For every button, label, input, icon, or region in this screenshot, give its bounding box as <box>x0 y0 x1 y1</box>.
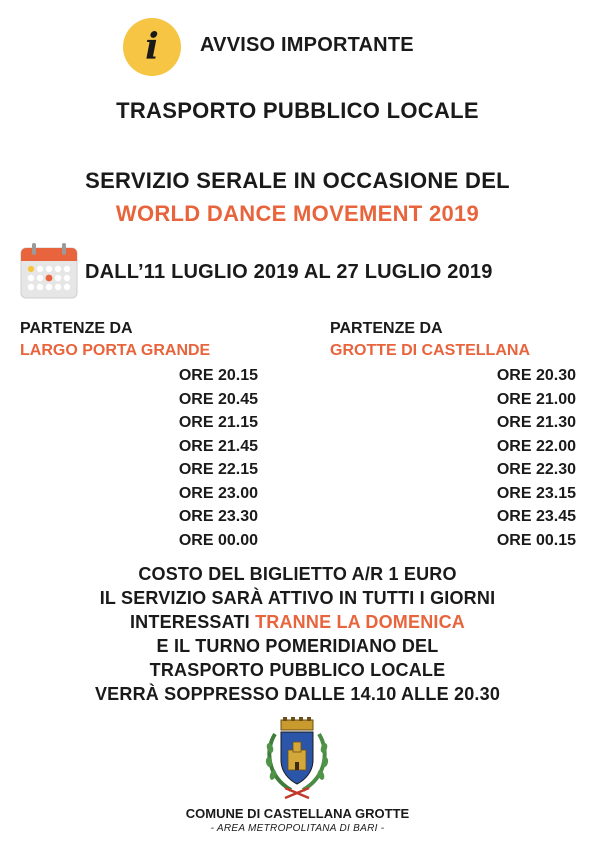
departures-right-label: PARTENZE DA <box>330 320 443 337</box>
departures-left-header <box>20 318 210 362</box>
time-item: ORE 21.15 <box>178 414 258 431</box>
notice-title: AVVISO IMPORTANTE <box>200 34 414 56</box>
time-item: ORE 23.00 <box>178 484 258 502</box>
metropolitan-area: - AREA METROPOLITANA DI BARI - <box>210 823 385 834</box>
notice-highlight: TRANNE LA DOMENICA <box>255 612 466 632</box>
page-subtitle: TRASPORTO PUBBLICO LOCALE <box>116 98 479 123</box>
notice-line: IL SERVIZIO SARÀ ATTIVO IN TUTTI I GIORNI <box>99 588 496 608</box>
time-item: ORE 20.30 <box>496 367 576 384</box>
time-item: ORE 22.30 <box>496 461 576 478</box>
info-icon <box>123 18 181 76</box>
departures-left-label: PARTENZE DA <box>20 320 133 337</box>
event-name: WORLD DANCE MOVEMENT 2019 <box>115 201 480 226</box>
notice-line: VERRÀ SOPPRESSO DALLE 14.10 ALLE 20.30 <box>94 684 501 704</box>
departures-left-place: LARGO PORTA GRANDE <box>20 342 211 359</box>
info-glyph: i <box>145 26 159 68</box>
service-line: SERVIZIO SERALE IN OCCASIONE DEL <box>85 168 510 193</box>
municipality-name: COMUNE DI CASTELLANA GROTTE <box>185 806 410 821</box>
time-item: ORE 22.15 <box>178 461 258 478</box>
notice-line: TRASPORTO PUBBLICO LOCALE <box>149 660 446 680</box>
notice-line: E IL TURNO POMERIDIANO DEL <box>156 636 439 656</box>
time-item: ORE 23.45 <box>496 508 576 525</box>
period-text: DALL’11 LUGLIO 2019 AL 27 LUGLIO 2019 <box>85 261 493 283</box>
time-item: ORE 21.30 <box>496 414 576 431</box>
departures-left-times <box>100 364 258 552</box>
departures-right-place: GROTTE DI CASTELLANA <box>330 342 530 359</box>
departures-right-header <box>330 318 530 362</box>
time-item: ORE 20.15 <box>178 367 258 384</box>
notice-line: COSTO DEL BIGLIETTO A/R 1 EURO <box>138 564 457 584</box>
time-item: ORE 20.45 <box>178 390 258 408</box>
time-item: ORE 22.00 <box>496 437 576 455</box>
departures-right-times <box>410 364 576 552</box>
time-item: ORE 21.45 <box>178 437 258 455</box>
notice-line-prefix: INTERESSATI <box>129 612 250 632</box>
time-item: ORE 00.00 <box>178 531 258 549</box>
notice-line-highlight <box>0 610 595 634</box>
notice-block <box>0 562 595 706</box>
time-item: ORE 21.00 <box>496 390 576 408</box>
calendar-icon <box>20 243 78 299</box>
time-item: ORE 23.15 <box>496 484 576 502</box>
coat-of-arms-icon <box>261 716 333 800</box>
time-item: ORE 23.30 <box>178 508 258 525</box>
time-item: ORE 00.15 <box>496 531 576 549</box>
